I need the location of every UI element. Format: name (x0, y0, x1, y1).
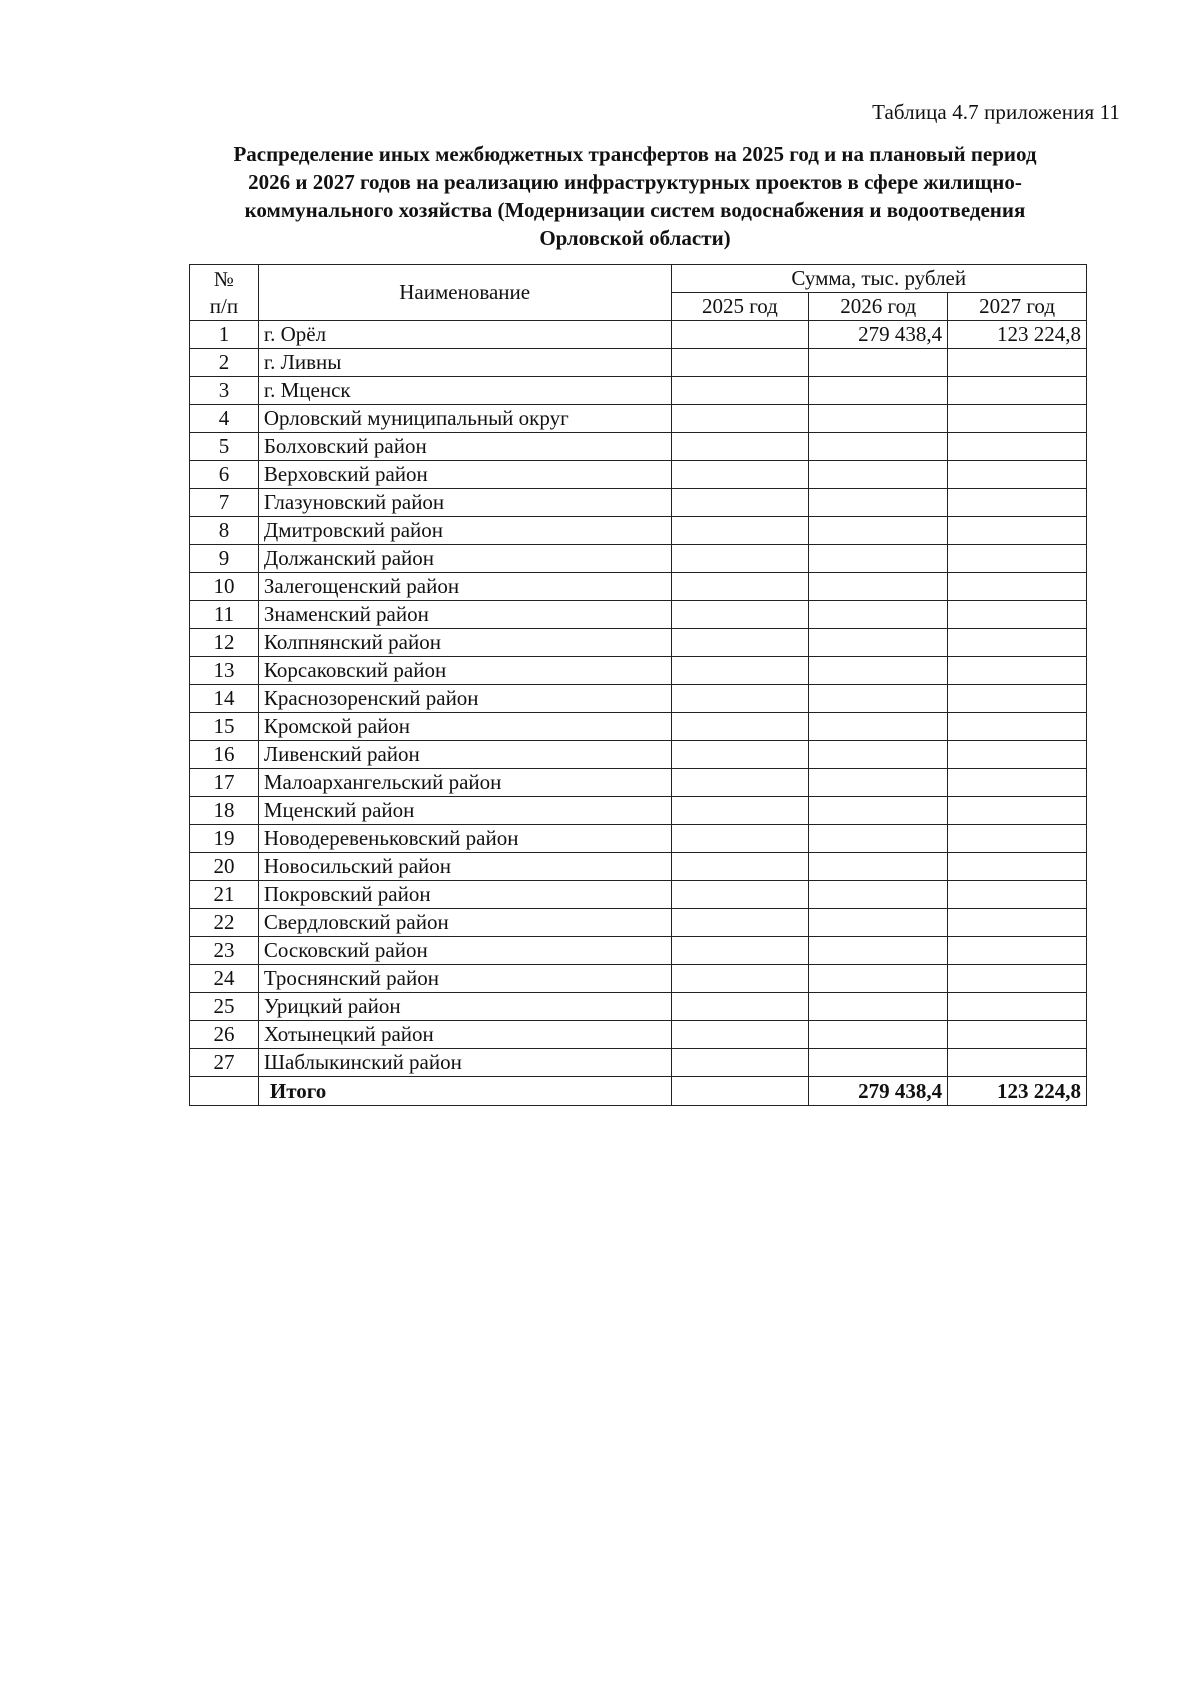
row-2025 (671, 601, 809, 629)
row-name: Залегощенский район (258, 573, 671, 601)
row-2027 (948, 573, 1087, 601)
title-line: коммунального хозяйства (Модернизации систем водоснабжения и водоотведения (244, 198, 1026, 222)
row-number: 6 (190, 461, 259, 489)
row-2027 (948, 433, 1087, 461)
row-number: 2 (190, 349, 259, 377)
row-number: 13 (190, 657, 259, 685)
row-number: 27 (190, 1049, 259, 1077)
row-2026 (809, 601, 948, 629)
table-row (190, 517, 1087, 545)
row-name: Троснянский район (258, 965, 671, 993)
row-number: 9 (190, 545, 259, 573)
row-2026 (809, 517, 948, 545)
row-number: 26 (190, 1021, 259, 1049)
table-row (190, 321, 1087, 349)
row-number: 12 (190, 629, 259, 657)
table-row (190, 713, 1087, 741)
row-2027 (948, 825, 1087, 853)
table-row (190, 1049, 1087, 1077)
header-year-2026: 2026 год (809, 293, 948, 321)
row-2027 (948, 545, 1087, 573)
row-name: Корсаковский район (258, 657, 671, 685)
row-number: 3 (190, 377, 259, 405)
row-2026 (809, 1021, 948, 1049)
row-number: 17 (190, 769, 259, 797)
row-name: Дмитровский район (258, 517, 671, 545)
row-2027: 123 224,8 (948, 321, 1087, 349)
header-year-2027: 2027 год (948, 293, 1087, 321)
row-2027 (948, 601, 1087, 629)
row-2026 (809, 993, 948, 1021)
table-caption: Таблица 4.7 приложения 11 (872, 100, 1120, 124)
row-number: 15 (190, 713, 259, 741)
row-2026 (809, 545, 948, 573)
row-name: Ливенский район (258, 741, 671, 769)
total-2026: 279 438,4 (809, 1077, 948, 1106)
row-2027 (948, 853, 1087, 881)
table-row (190, 489, 1087, 517)
row-2026 (809, 1049, 948, 1077)
row-2027 (948, 377, 1087, 405)
row-name: Урицкий район (258, 993, 671, 1021)
row-2025 (671, 741, 809, 769)
row-2027 (948, 741, 1087, 769)
table-row (190, 601, 1087, 629)
row-number: 22 (190, 909, 259, 937)
table-row (190, 881, 1087, 909)
row-2025 (671, 909, 809, 937)
table-row (190, 965, 1087, 993)
row-2025 (671, 377, 809, 405)
row-2026 (809, 405, 948, 433)
row-name: Мценский район (258, 797, 671, 825)
row-2026 (809, 741, 948, 769)
table-row (190, 741, 1087, 769)
row-2025 (671, 545, 809, 573)
row-2027 (948, 405, 1087, 433)
row-2026 (809, 909, 948, 937)
table-row (190, 377, 1087, 405)
row-number: 7 (190, 489, 259, 517)
table-row (190, 769, 1087, 797)
row-2026 (809, 881, 948, 909)
row-number: 14 (190, 685, 259, 713)
row-2027 (948, 769, 1087, 797)
row-number: 5 (190, 433, 259, 461)
row-name: Знаменский район (258, 601, 671, 629)
row-2026: 279 438,4 (809, 321, 948, 349)
row-2026 (809, 349, 948, 377)
row-name: Хотынецкий район (258, 1021, 671, 1049)
row-name: Орловский муниципальный округ (258, 405, 671, 433)
row-2027 (948, 629, 1087, 657)
row-2027 (948, 713, 1087, 741)
row-2027 (948, 461, 1087, 489)
table-row (190, 825, 1087, 853)
header-year-2025: 2025 год (671, 293, 809, 321)
row-number: 20 (190, 853, 259, 881)
table-row (190, 937, 1087, 965)
row-name: Шаблыкинский район (258, 1049, 671, 1077)
total-row (190, 1077, 1087, 1106)
row-name: Новодеревеньковский район (258, 825, 671, 853)
row-2026 (809, 937, 948, 965)
row-name: Покровский район (258, 881, 671, 909)
row-2027 (948, 993, 1087, 1021)
header-name: Наименование (258, 265, 671, 321)
table-row (190, 853, 1087, 881)
row-2026 (809, 965, 948, 993)
row-name: Должанский район (258, 545, 671, 573)
total-number-cell (190, 1077, 259, 1106)
row-2025 (671, 825, 809, 853)
header-number-sign: № (213, 266, 234, 291)
row-2025 (671, 629, 809, 657)
row-2027 (948, 1021, 1087, 1049)
header-sum: Сумма, тыс. рублей (671, 265, 1087, 293)
row-number: 25 (190, 993, 259, 1021)
table-row (190, 993, 1087, 1021)
row-2025 (671, 797, 809, 825)
row-2025 (671, 685, 809, 713)
row-name: Колпнянский район (258, 629, 671, 657)
title-line: 2026 и 2027 годов на реализацию инфраструктурных проектов в сфере жилищно- (248, 170, 1022, 194)
row-2026 (809, 573, 948, 601)
row-number: 19 (190, 825, 259, 853)
row-2025 (671, 405, 809, 433)
table-row (190, 545, 1087, 573)
row-2027 (948, 965, 1087, 993)
row-2025 (671, 321, 809, 349)
row-2025 (671, 657, 809, 685)
total-2027: 123 224,8 (948, 1077, 1087, 1106)
table-row (190, 1021, 1087, 1049)
title-line: Распределение иных межбюджетных трансфертов на 2025 год и на плановый период (233, 142, 1037, 166)
row-2027 (948, 1049, 1087, 1077)
distribution-table (189, 264, 1087, 1106)
row-2026 (809, 489, 948, 517)
document-title (160, 140, 1110, 252)
row-2025 (671, 769, 809, 797)
row-2025 (671, 349, 809, 377)
header-number-abbrev: п/п (209, 293, 239, 318)
total-2025 (671, 1077, 809, 1106)
table-row (190, 909, 1087, 937)
row-2025 (671, 433, 809, 461)
row-2027 (948, 657, 1087, 685)
row-number: 23 (190, 937, 259, 965)
row-number: 21 (190, 881, 259, 909)
table-row (190, 405, 1087, 433)
row-number: 10 (190, 573, 259, 601)
row-2027 (948, 349, 1087, 377)
table-row (190, 685, 1087, 713)
table-body (190, 321, 1087, 1077)
row-2026 (809, 769, 948, 797)
table-row (190, 629, 1087, 657)
table-row (190, 657, 1087, 685)
row-2025 (671, 573, 809, 601)
row-number: 24 (190, 965, 259, 993)
row-2025 (671, 937, 809, 965)
total-label: Итого (258, 1077, 671, 1106)
row-number: 16 (190, 741, 259, 769)
table-row (190, 433, 1087, 461)
row-name: Новосильский район (258, 853, 671, 881)
row-name: Болховский район (258, 433, 671, 461)
row-2027 (948, 685, 1087, 713)
row-name: Сосковский район (258, 937, 671, 965)
row-2025 (671, 993, 809, 1021)
table-row (190, 573, 1087, 601)
row-2026 (809, 629, 948, 657)
row-2027 (948, 909, 1087, 937)
row-2027 (948, 937, 1087, 965)
row-name: г. Орёл (258, 321, 671, 349)
row-number: 11 (190, 601, 259, 629)
table-row (190, 349, 1087, 377)
row-number: 8 (190, 517, 259, 545)
row-2025 (671, 853, 809, 881)
row-2027 (948, 489, 1087, 517)
row-2026 (809, 461, 948, 489)
row-2025 (671, 461, 809, 489)
row-number: 1 (190, 321, 259, 349)
row-2025 (671, 517, 809, 545)
row-2026 (809, 685, 948, 713)
row-2025 (671, 881, 809, 909)
table-row (190, 797, 1087, 825)
row-name: Свердловский район (258, 909, 671, 937)
table-row (190, 461, 1087, 489)
row-number: 18 (190, 797, 259, 825)
row-2025 (671, 489, 809, 517)
row-2026 (809, 853, 948, 881)
row-name: Глазуновский район (258, 489, 671, 517)
row-2026 (809, 377, 948, 405)
row-2025 (671, 1021, 809, 1049)
row-2026 (809, 825, 948, 853)
row-number: 4 (190, 405, 259, 433)
header-row-number (190, 265, 259, 321)
row-2025 (671, 713, 809, 741)
row-2027 (948, 797, 1087, 825)
row-2027 (948, 517, 1087, 545)
row-2025 (671, 1049, 809, 1077)
row-2027 (948, 881, 1087, 909)
row-name: Верховский район (258, 461, 671, 489)
row-2026 (809, 657, 948, 685)
row-name: г. Мценск (258, 377, 671, 405)
table-header (190, 265, 1087, 321)
row-name: Краснозоренский район (258, 685, 671, 713)
row-name: Малоархангельский район (258, 769, 671, 797)
row-2025 (671, 965, 809, 993)
row-2026 (809, 433, 948, 461)
row-2026 (809, 797, 948, 825)
row-name: Кромской район (258, 713, 671, 741)
title-line: Орловской области) (539, 226, 731, 250)
row-2026 (809, 713, 948, 741)
row-name: г. Ливны (258, 349, 671, 377)
